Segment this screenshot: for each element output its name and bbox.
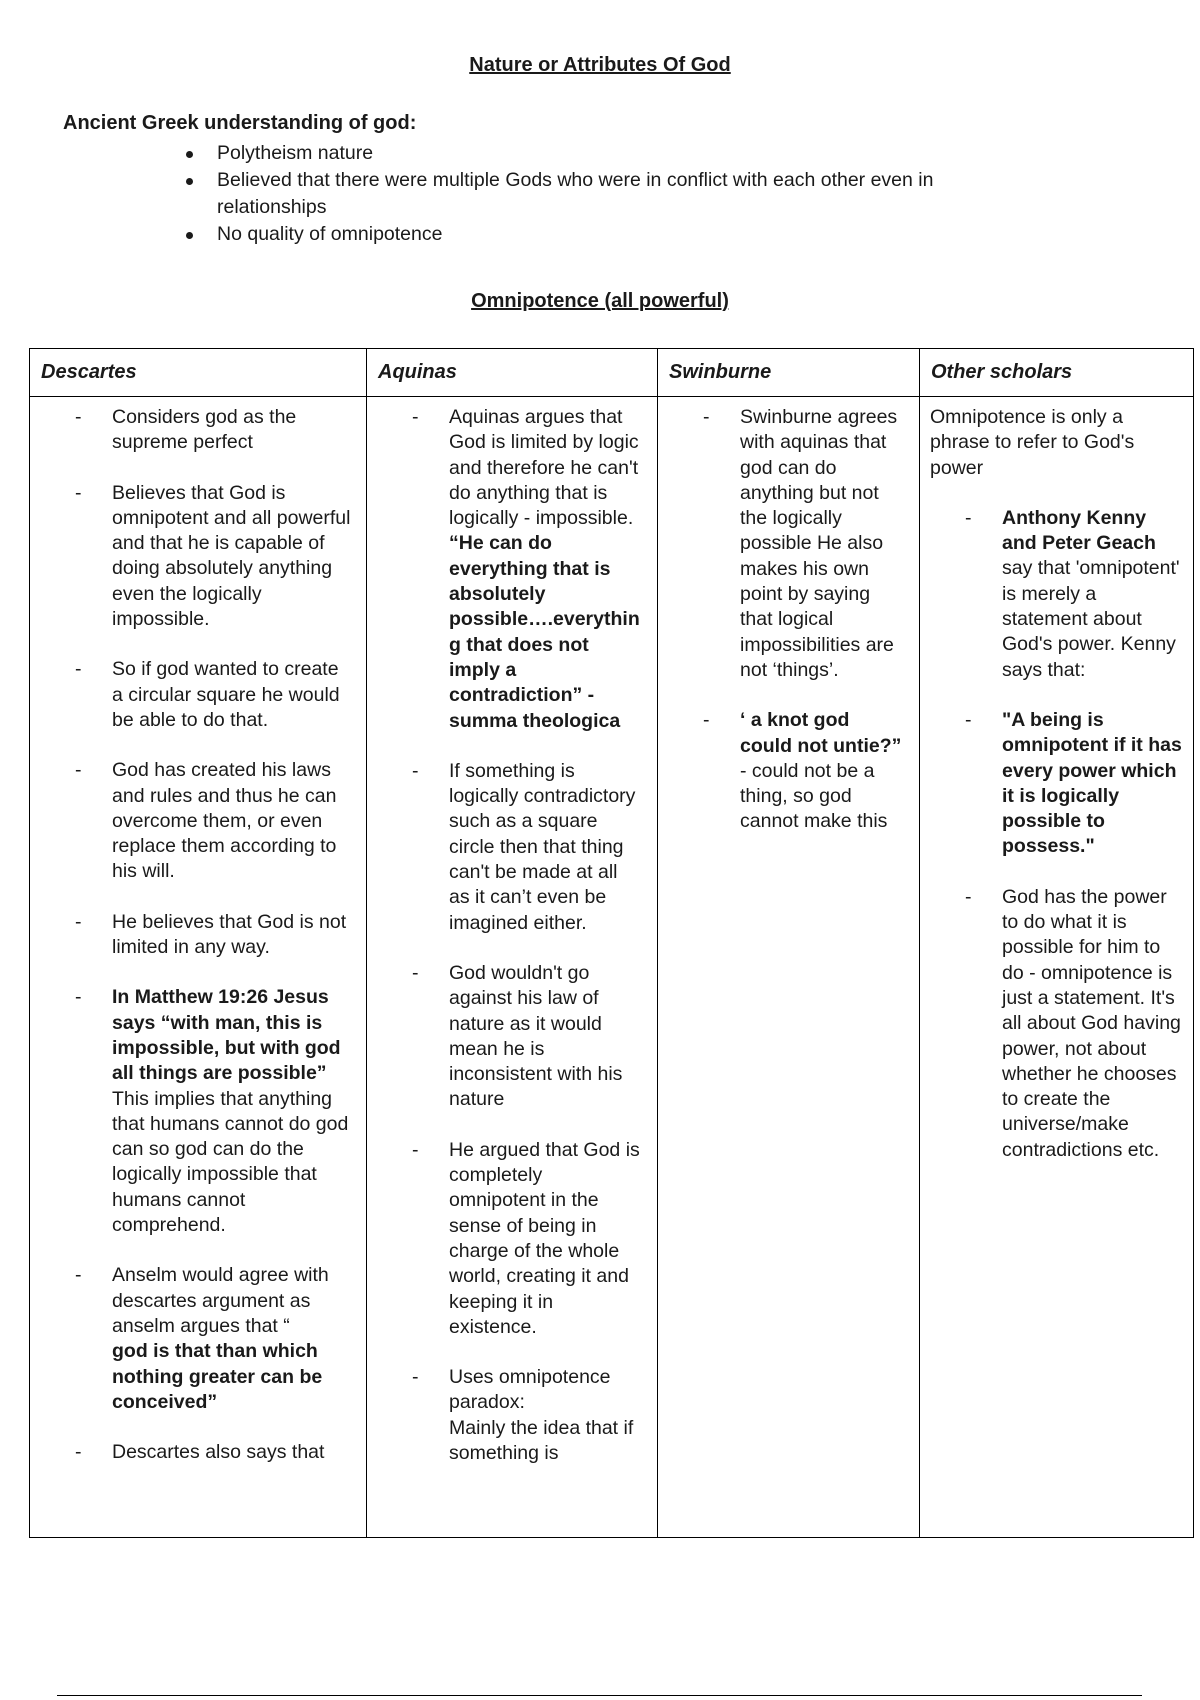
list-item: - God wouldn't go against his law of nature as it would mean he is inconsistent with his nature (367, 961, 643, 1113)
list-item (658, 708, 905, 834)
list-item: - Descartes also says that (30, 1440, 352, 1465)
table-row (30, 397, 1194, 1538)
summa-quote: “He can do everything that is absolutely possible….everything that does not imply a contradiction” - summa theologica (449, 532, 640, 732)
page-title: Nature or Attributes Of God (469, 54, 731, 76)
list-item: No quality of omnipotence (217, 221, 1097, 248)
bible-quote: - In Matthew 19:26 Jesus says “with man, this is impossible, but with god all things are possible” (112, 986, 341, 1085)
list-item: - If something is logically contradictory such as a square circle then that thing can't be made at all as it can’t even be imagined either. (367, 759, 643, 936)
list-item: - God has the power to do what it is possible for him to do - omnipotence is just a statement. It's all about God having power, not about whether he chooses to create the universe/make contradictions etc. (920, 885, 1183, 1163)
list-item: - He believes that God is not limited in any way. (30, 910, 352, 961)
list-item: - Believes that God is omnipotent and all powerful and that he is capable of doing absolutely anything even the logically impossible. (30, 481, 352, 633)
greek-heading: Ancient Greek understanding of god: (63, 112, 417, 134)
list-item: - He argued that God is completely omnipotent in the sense of being in charge of the whole world, creating it and keeping it in existence. (367, 1138, 643, 1340)
list-item (367, 1365, 643, 1466)
omnipotence-table (29, 348, 1194, 1538)
column-header-other-scholars: Other scholars (920, 349, 1194, 397)
anselm-text: Anselm would agree with descartes argument as anselm argues that “ (112, 1264, 329, 1337)
footer-divider (57, 1695, 1142, 1696)
paradox-text: Mainly the idea that if something is (449, 1416, 634, 1464)
scholar-names: Anthony Kenny and Peter Geach (1002, 506, 1156, 555)
list-item (920, 506, 1183, 683)
list-item: Polytheism nature (217, 140, 1097, 167)
anselm-quote: god is that than which nothing greater can be conceived” (112, 1340, 323, 1413)
descartes-cell (30, 397, 367, 1538)
column-header-swinburne: Swinburne (658, 349, 920, 397)
list-item: - "A being is omnipotent if it has every power which it is logically possible to possess." (920, 708, 1183, 860)
knot-explanation: - could not be a thing, so god cannot make this (740, 759, 888, 833)
other-scholars-points (920, 506, 1193, 1163)
list-item: - Considers god as the supreme perfect (30, 405, 352, 456)
table-header-row (30, 349, 1194, 397)
scholar-statement: say that 'omnipotent' is merely a statement about God's power. Kenny says that: (1002, 557, 1180, 681)
column-header-descartes: Descartes (30, 349, 367, 397)
list-item (30, 985, 352, 1238)
other-scholars-cell (920, 397, 1194, 1538)
descartes-points (30, 405, 352, 1465)
other-intro: Omnipotence is only a phrase to refer to God's power (930, 406, 1135, 479)
knot-quote: ‘ a knot god could not untie?” (740, 709, 902, 757)
greek-bullet-list (217, 140, 1097, 248)
quote-explanation: This implies that anything that humans cannot do god can so god can do the logically impossible that humans cannot comprehend. (112, 1087, 349, 1237)
omnipotence-heading: Omnipotence (all powerful) (471, 290, 729, 312)
list-item: Believed that there were multiple Gods who were in conflict with each other even in relationships (217, 167, 977, 221)
list-item: - So if god wanted to create a circular square he would be able to do that. (30, 657, 352, 733)
column-header-aquinas: Aquinas (367, 349, 658, 397)
swinburne-cell (658, 397, 920, 1538)
aquinas-points (367, 405, 643, 1466)
paradox-label: - Uses omnipotence paradox: (449, 1366, 611, 1414)
list-item (30, 1263, 352, 1415)
list-item: - Swinburne agrees with aquinas that god can do anything but not the logically possible He also makes his own point by saying that logical impossibilities are not ‘things’. (658, 405, 905, 683)
list-item: - God has created his laws and rules and thus he can overcome them, or even replace them according to his will. (30, 758, 352, 884)
aquinas-argument: - Aquinas argues that God is limited by logic and therefore he can't do anything that is logically - impossible. (449, 406, 639, 530)
aquinas-cell (367, 397, 658, 1538)
swinburne-points (658, 405, 905, 835)
list-item (367, 405, 643, 734)
